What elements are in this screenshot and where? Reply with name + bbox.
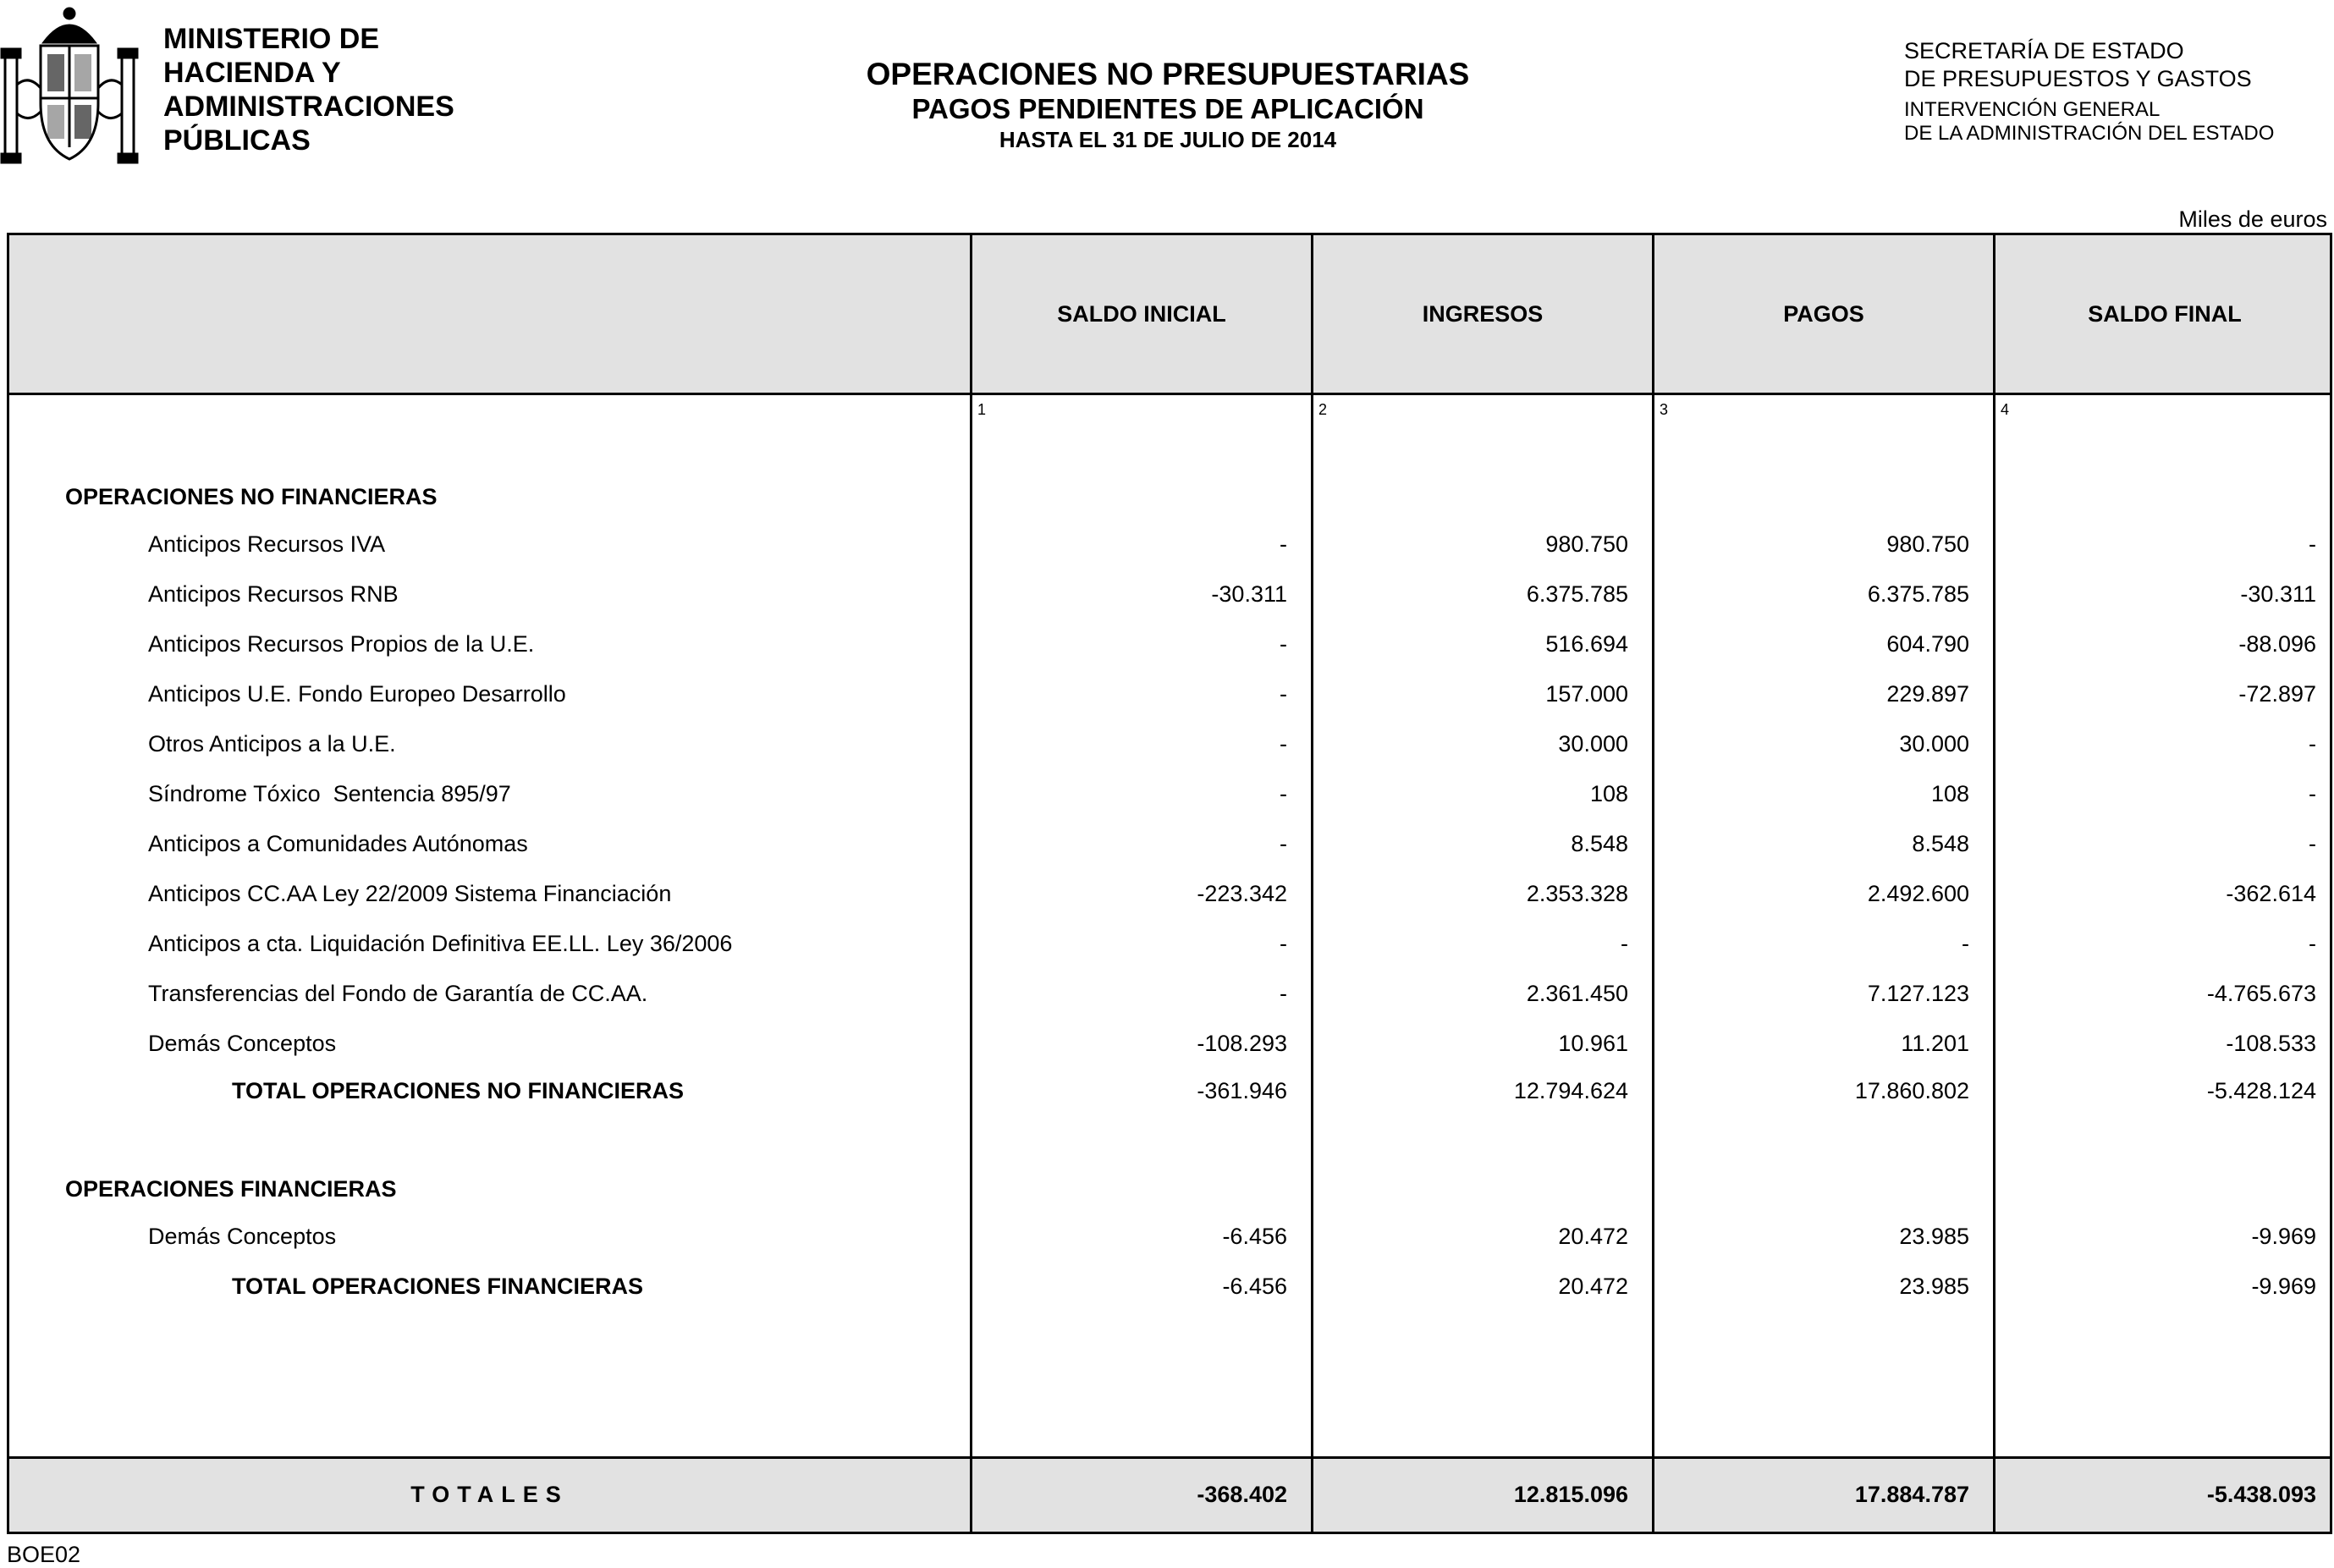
cell-saldo-inicial: -223.342: [1197, 881, 1287, 906]
column-header-saldo-final: SALDO FINAL: [2088, 300, 2242, 327]
cell-saldo-final: -: [2309, 931, 2316, 956]
column-number: 4: [2001, 401, 2010, 418]
grand-total-label: TOTALES: [410, 1482, 569, 1507]
cell-saldo-final: -: [2309, 531, 2316, 557]
column-header-ingresos: INGRESOS: [1422, 300, 1544, 327]
cell-ingresos: 516.694: [1545, 631, 1628, 657]
cell-pagos: 6.375.785: [1867, 581, 1969, 607]
row-label: Anticipos Recursos IVA: [148, 531, 386, 557]
issuing-body: [1904, 37, 2274, 146]
intervencion-line: DE LA ADMINISTRACIÓN DEL ESTADO: [1904, 122, 2275, 145]
cell-pagos: 7.127.123: [1867, 981, 1969, 1006]
column-number: 3: [1660, 401, 1669, 418]
cell-saldo-final: -5.438.093: [2206, 1482, 2316, 1507]
table-row: [9, 831, 2330, 861]
cell-saldo-inicial: -: [1280, 781, 1287, 806]
secretaria-line: DE PRESUPUESTOS Y GASTOS: [1904, 66, 2252, 91]
cell-ingresos: 157.000: [1545, 681, 1628, 707]
cell-pagos: 30.000: [1899, 731, 1969, 756]
section-title-financieras: OPERACIONES FINANCIERAS: [65, 1176, 397, 1202]
table-row: [9, 531, 2330, 562]
cell-saldo-inicial: -6.456: [1222, 1224, 1287, 1249]
ministry-name: [163, 22, 454, 157]
units-label: Miles de euros: [2178, 206, 2327, 232]
table-row: [9, 631, 2330, 662]
cell-saldo-inicial: -368.402: [1197, 1482, 1287, 1507]
document-title-block: [846, 56, 1489, 154]
cell-ingresos: 6.375.785: [1526, 581, 1628, 607]
cell-saldo-final: -362.614: [2226, 881, 2316, 906]
cell-saldo-final: -72.897: [2238, 681, 2316, 707]
document-title: OPERACIONES NO PRESUPUESTARIAS: [866, 57, 1470, 91]
row-label: Anticipos a Comunidades Autónomas: [148, 831, 528, 856]
row-label: Anticipos U.E. Fondo Europeo Desarrollo: [148, 681, 566, 707]
subtotal-label: TOTAL OPERACIONES FINANCIERAS: [232, 1274, 644, 1299]
cell-pagos: 23.985: [1899, 1224, 1969, 1249]
cell-ingresos: 980.750: [1545, 531, 1628, 557]
table-row: [9, 731, 2330, 762]
coat-of-arms-icon: [0, 3, 139, 166]
intervencion-line: INTERVENCIÓN GENERAL: [1904, 98, 2161, 121]
row-label: Demás Conceptos: [148, 1224, 337, 1249]
cell-saldo-inicial: -108.293: [1197, 1031, 1287, 1056]
document-date: HASTA EL 31 DE JULIO DE 2014: [999, 127, 1337, 152]
cell-pagos: 8.548: [1912, 831, 1969, 856]
cell-pagos: 604.790: [1886, 631, 1969, 657]
cell-ingresos: 2.353.328: [1526, 881, 1628, 906]
row-label: Anticipos CC.AA Ley 22/2009 Sistema Financiación: [148, 881, 672, 906]
table-row: [9, 581, 2330, 612]
cell-saldo-final: -4.765.673: [2206, 981, 2316, 1006]
cell-pagos: 108: [1930, 781, 1969, 806]
secretaria-line: SECRETARÍA DE ESTADO: [1904, 38, 2184, 63]
cell-ingresos: 8.548: [1571, 831, 1628, 856]
subtotal-row: [9, 1274, 2330, 1304]
column-number: 2: [1318, 401, 1328, 418]
cell-saldo-final: -9.969: [2251, 1274, 2316, 1299]
table-row: [9, 981, 2330, 1011]
table-row: [9, 781, 2330, 812]
row-label: Demás Conceptos: [148, 1031, 337, 1056]
cell-saldo-inicial: -: [1280, 831, 1287, 856]
cell-saldo-final: -: [2309, 781, 2316, 806]
table-row: [9, 1224, 2330, 1254]
document-subtitle: PAGOS PENDIENTES DE APLICACIÓN: [911, 93, 1424, 124]
ministry-line: PÚBLICAS: [163, 124, 311, 157]
cell-pagos: 2.492.600: [1867, 881, 1969, 906]
table-row: [9, 931, 2330, 961]
cell-ingresos: -: [1621, 931, 1628, 956]
row-label: Anticipos Recursos RNB: [148, 581, 399, 607]
cell-ingresos: 2.361.450: [1526, 981, 1628, 1006]
table-row: [9, 881, 2330, 911]
cell-pagos: 11.201: [1901, 1031, 1969, 1056]
cell-ingresos: 20.472: [1558, 1224, 1628, 1249]
cell-ingresos: 12.815.096: [1513, 1482, 1628, 1507]
cell-saldo-inicial: -6.456: [1222, 1274, 1287, 1299]
cell-saldo-final: -30.311: [2240, 581, 2316, 607]
cell-pagos: 17.860.802: [1854, 1078, 1969, 1103]
ministry-line: MINISTERIO DE: [163, 23, 380, 55]
cell-ingresos: 30.000: [1558, 731, 1628, 756]
cell-saldo-final: -: [2309, 831, 2316, 856]
row-label: Otros Anticipos a la U.E.: [148, 731, 396, 756]
ministry-line: ADMINISTRACIONES: [163, 91, 454, 123]
data-table: [7, 233, 2332, 1534]
cell-saldo-inicial: -: [1280, 981, 1287, 1006]
cell-saldo-final: -5.428.124: [2206, 1078, 2316, 1103]
grand-total-row: [9, 1459, 2330, 1532]
cell-ingresos: 108: [1589, 781, 1628, 806]
column-header-saldo-inicial: SALDO INICIAL: [1057, 300, 1226, 327]
row-label: Transferencias del Fondo de Garantía de CC.AA.: [148, 981, 648, 1006]
column-number: 1: [977, 401, 987, 418]
subtotal-row: [9, 1078, 2330, 1109]
cell-pagos: -: [1962, 931, 1969, 956]
row-label: Anticipos Recursos Propios de la U.E.: [148, 631, 535, 657]
cell-saldo-final: -9.969: [2251, 1224, 2316, 1249]
cell-saldo-inicial: -361.946: [1197, 1078, 1287, 1103]
subtotal-label: TOTAL OPERACIONES NO FINANCIERAS: [232, 1078, 685, 1103]
cell-saldo-inicial: -: [1280, 531, 1287, 557]
section-title-no-financieras: OPERACIONES NO FINANCIERAS: [65, 484, 438, 509]
row-label: Anticipos a cta. Liquidación Definitiva EE.LL. Ley 36/2006: [148, 931, 733, 956]
cell-pagos: 980.750: [1886, 531, 1969, 557]
cell-saldo-final: -108.533: [2226, 1031, 2316, 1056]
cell-saldo-inicial: -30.311: [1211, 581, 1287, 607]
cell-saldo-inicial: -: [1280, 681, 1287, 707]
cell-pagos: 23.985: [1899, 1274, 1969, 1299]
table-row: [9, 681, 2330, 712]
ministry-line: HACIENDA Y: [163, 57, 341, 89]
row-label: Síndrome Tóxico Sentencia 895/97: [148, 781, 511, 806]
table-row: [9, 1031, 2330, 1061]
cell-ingresos: 12.794.624: [1513, 1078, 1628, 1103]
cell-ingresos: 10.961: [1558, 1031, 1628, 1056]
column-header-pagos: PAGOS: [1783, 300, 1864, 327]
cell-pagos: 17.884.787: [1854, 1482, 1969, 1507]
cell-saldo-final: -: [2309, 731, 2316, 756]
cell-saldo-inicial: -: [1280, 931, 1287, 956]
cell-ingresos: 20.472: [1558, 1274, 1628, 1299]
cell-saldo-inicial: -: [1280, 731, 1287, 756]
cell-saldo-inicial: -: [1280, 631, 1287, 657]
document-code: BOE02: [7, 1542, 81, 1567]
cell-pagos: 229.897: [1886, 681, 1969, 707]
cell-saldo-final: -88.096: [2238, 631, 2316, 657]
